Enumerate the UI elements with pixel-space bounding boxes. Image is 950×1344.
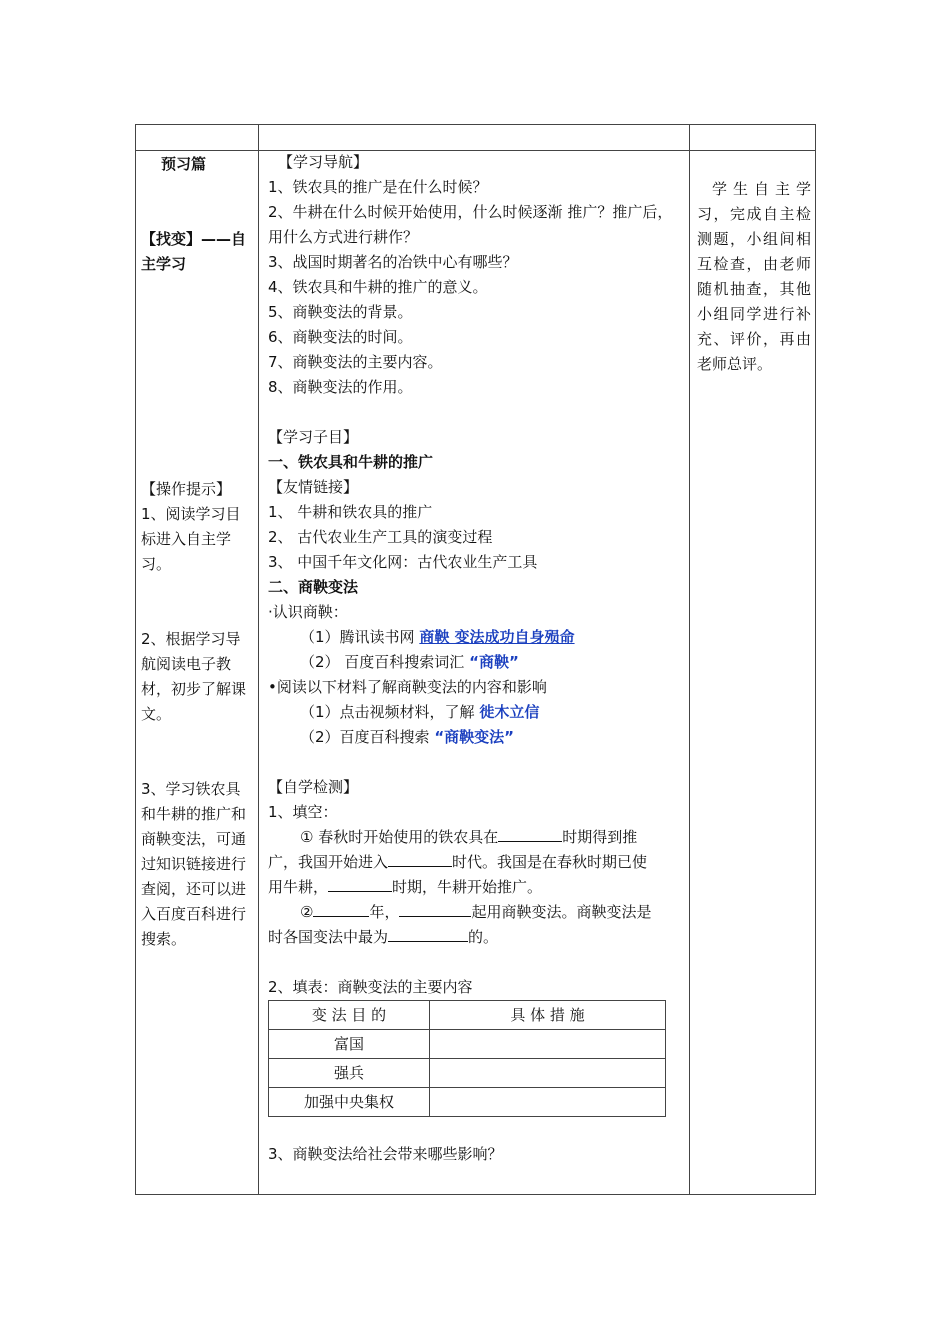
know-item-2	[268, 650, 684, 675]
fill-2-text-a: ②	[300, 903, 314, 921]
nav-item-8: 8、商鞅变法的作用。	[268, 378, 413, 396]
tip-1: 1、阅读学习目标进入自主学习。	[141, 505, 241, 573]
fill-blank-4[interactable]	[313, 900, 369, 917]
fill-1-text-a: ① 春秋时开始使用的铁农具在	[300, 828, 499, 846]
nav-item-6: 6、商鞅变法的时间。	[268, 328, 413, 346]
header-goal: 变 法 目 的	[269, 1001, 430, 1030]
fill-blank-2[interactable]	[388, 850, 452, 867]
tip-3: 3、学习铁农具和牛耕的推广和商鞅变法，可通过知识链接进行查阅，还可以进入百度百科进行搜索。	[141, 780, 247, 948]
left-column	[141, 152, 253, 952]
fill-1-text-c: 广，我国开始进入	[268, 853, 389, 871]
read-title: •阅读以下材料了解商鞅变法的内容和影响	[268, 678, 547, 696]
read-item-1	[268, 700, 684, 725]
tip-2: 2、根据学习导航阅读电子教材，初步了解课文。	[141, 630, 247, 723]
read-2-label: （2）百度百科搜索	[300, 728, 430, 746]
fill-1-line-2	[268, 850, 684, 875]
row-measure-cell[interactable]	[430, 1059, 666, 1088]
fill-2-text-d: 时各国变法中最为	[268, 928, 389, 946]
fill-2-line-2	[268, 925, 684, 950]
fill-blank-5[interactable]	[399, 900, 471, 917]
nav-item-7: 7、商鞅变法的主要内容。	[268, 353, 443, 371]
row-goal: 加强中央集权	[269, 1088, 430, 1117]
left-header: 预习篇	[161, 155, 207, 173]
table-row	[269, 1059, 666, 1088]
header-measures: 具 体 措 施	[430, 1001, 666, 1030]
fill-2-text-c: 起用商鞅变法。商鞅变法是	[471, 903, 652, 921]
fill-title: 1、填空：	[268, 803, 338, 821]
fill-blank-3[interactable]	[328, 875, 392, 892]
know-2-label: （2） 百度百科搜索词汇	[300, 653, 465, 671]
video-link[interactable]: 徙木立信	[479, 703, 540, 721]
section-title: 【找变】——自主学习	[141, 230, 247, 273]
reform-search-link[interactable]: “商鞅变法”	[434, 728, 515, 746]
part-1-heading: 一、铁农具和牛耕的推广	[268, 453, 434, 471]
fill-1-text-f: 时期，牛耕开始推广。	[392, 878, 543, 896]
test-title: 【自学检测】	[268, 778, 359, 796]
middle-column	[268, 150, 684, 1167]
tips-title: 【操作提示】	[141, 480, 232, 498]
fill-blank-6[interactable]	[388, 925, 468, 942]
fill-1-text-b: 时期得到推	[562, 828, 638, 846]
row-goal: 强兵	[269, 1059, 430, 1088]
table-header-row	[269, 1001, 666, 1030]
fill-1-text-e: 用牛耕，	[268, 878, 329, 896]
question-3: 3、商鞅变法给社会带来哪些影响？	[268, 1145, 503, 1163]
fill-2-text-e: 的。	[468, 928, 499, 946]
link-item-3[interactable]: 3、 中国千年文化网：古代农业生产工具	[268, 553, 538, 571]
fill-1-text-d: 时代。我国是在春秋时期已使	[452, 853, 648, 871]
fill-1-line-3	[268, 875, 684, 900]
lesson-table	[135, 124, 816, 1195]
link-item-1[interactable]: 1、 牛耕和铁农具的推广	[268, 503, 433, 521]
links-title: 【友情链接】	[268, 478, 359, 496]
nav-item-4: 4、铁农具和牛耕的推广的意义。	[268, 278, 488, 296]
nav-item-3: 3、战国时期著名的冶铁中心有哪些？	[268, 253, 518, 271]
nav-item-1: 1、铁农具的推广是在什么时候？	[268, 178, 488, 196]
table-row	[269, 1030, 666, 1059]
fill-2-line-1	[268, 900, 684, 925]
row-measure-cell[interactable]	[430, 1088, 666, 1117]
know-title: ·认识商鞅：	[268, 603, 348, 621]
fill-1-line-1	[268, 825, 684, 850]
link-item-2[interactable]: 2、 古代农业生产工具的演变过程	[268, 528, 493, 546]
sub-title: 【学习子目】	[268, 428, 359, 446]
read-1-label: （1）点击视频材料，了解	[300, 703, 475, 721]
reform-content-table	[268, 1000, 666, 1117]
teacher-note: 学生自主学习，完成自主检测题，小组间相互检查，由老师随机抽查，其他小组同学进行补充、评价，再由老师总评。	[697, 180, 811, 373]
know-item-1	[268, 625, 684, 650]
right-column	[697, 177, 811, 377]
part-2-heading: 二、商鞅变法	[268, 578, 359, 596]
column-divider-1	[258, 124, 259, 1195]
table-title: 2、填表：商鞅变法的主要内容	[268, 978, 473, 996]
table-row	[269, 1088, 666, 1117]
know-1-label: （1）腾讯读书网	[300, 628, 415, 646]
row-goal: 富国	[269, 1030, 430, 1059]
row-measure-cell[interactable]	[430, 1030, 666, 1059]
nav-item-2: 2、牛耕在什么时候开始使用，什么时候逐渐 推广？推广后，用什么方式进行耕作？	[268, 203, 673, 246]
fill-2-text-b: 年，	[369, 903, 400, 921]
column-divider-2	[689, 124, 690, 1195]
shang-yang-search-link[interactable]: “商鞅”	[469, 653, 519, 671]
nav-item-5: 5、商鞅变法的背景。	[268, 303, 413, 321]
fill-blank-1[interactable]	[498, 825, 562, 842]
shang-yang-article-link[interactable]: 商鞅 变法成功自身殒命	[419, 628, 575, 646]
nav-title: 【学习导航】	[278, 153, 369, 171]
read-item-2	[268, 725, 684, 750]
